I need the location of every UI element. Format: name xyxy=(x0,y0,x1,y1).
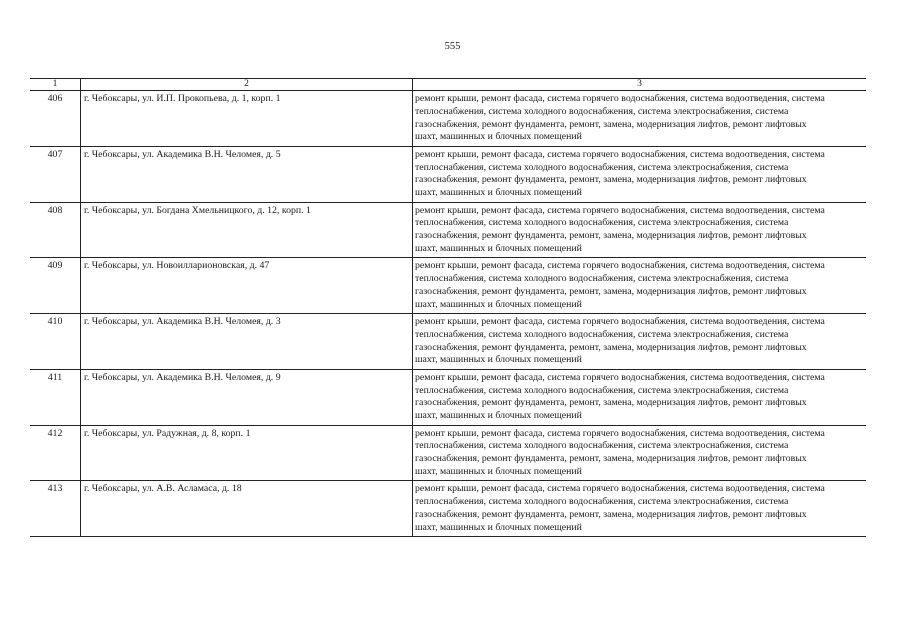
works-line: ремонт крыши, ремонт фасада, система горячего водоснабжения, система водоотведения, система xyxy=(415,427,825,439)
works-line: ремонт крыши, ремонт фасада, система горячего водоснабжения, система водоотведения, система xyxy=(415,371,825,383)
works-line: газоснабжения, ремонт фундамента, ремонт, замена, модернизация лифтов, ремонт лифтовых xyxy=(415,230,807,242)
works-line: шахт, машинных и блочных помещений xyxy=(415,131,582,143)
works-line: ремонт крыши, ремонт фасада, система горячего водоснабжения, система водоотведения, система xyxy=(415,204,825,216)
works-cell xyxy=(412,426,866,481)
works-line: ремонт крыши, ремонт фасада, система горячего водоснабжения, система водоотведения, система xyxy=(415,483,825,495)
works-line: шахт, машинных и блочных помещений xyxy=(415,298,582,310)
works-line: шахт, машинных и блочных помещений xyxy=(415,187,582,199)
table-row xyxy=(30,91,866,147)
works-line: теплоснабжения, система холодного водоснабжения, система электроснабжения, система xyxy=(415,384,789,396)
header-cell-address: 2 xyxy=(80,79,412,90)
works-line: газоснабжения, ремонт фундамента, ремонт, замена, модернизация лифтов, ремонт лифтовых xyxy=(415,118,807,130)
works-cell xyxy=(412,314,866,369)
works-line: теплоснабжения, система холодного водоснабжения, система электроснабжения, система xyxy=(415,273,789,285)
page-number: 555 xyxy=(444,41,461,52)
table-row xyxy=(30,426,866,482)
table-row xyxy=(30,203,866,259)
works-line: ремонт крыши, ремонт фасада, система горячего водоснабжения, система водоотведения, система xyxy=(415,93,825,104)
row-number-cell: 408 xyxy=(47,204,63,216)
works-line: теплоснабжения, система холодного водоснабжения, система электроснабжения, система xyxy=(415,161,789,173)
address-cell: г. Чебоксары, ул. Новоилларионовская, д. 47 xyxy=(80,258,412,313)
works-cell xyxy=(412,91,866,146)
header-cell-works: 3 xyxy=(412,79,866,90)
table-header-row xyxy=(30,79,866,91)
table-row xyxy=(30,481,866,537)
address-cell: г. Чебоксары, ул. Академика В.Н. Челомея, д. 9 xyxy=(80,370,412,425)
works-line: ремонт крыши, ремонт фасада, система горячего водоснабжения, система водоотведения, система xyxy=(415,260,825,272)
works-line: газоснабжения, ремонт фундамента, ремонт, замена, модернизация лифтов, ремонт лифтовых xyxy=(415,341,807,353)
table-row xyxy=(30,147,866,203)
works-line: теплоснабжения, система холодного водоснабжения, система электроснабжения, система xyxy=(415,440,789,452)
works-cell xyxy=(412,481,866,536)
address-cell: г. Чебоксары, ул. Радужная, д. 8, корп. 1 xyxy=(80,426,412,481)
works-line: ремонт крыши, ремонт фасада, система горячего водоснабжения, система водоотведения, система xyxy=(415,148,825,160)
works-cell xyxy=(412,370,866,425)
address-cell: г. Чебоксары, ул. Академика В.Н. Челомея, д. 5 xyxy=(80,147,412,202)
works-line: газоснабжения, ремонт фундамента, ремонт, замена, модернизация лифтов, ремонт лифтовых xyxy=(415,174,807,186)
row-number-cell: 409 xyxy=(47,260,63,272)
works-line: теплоснабжения, система холодного водоснабжения, система электроснабжения, система xyxy=(415,496,789,508)
address-cell: г. Чебоксары, ул. А.В. Асламаса, д. 18 xyxy=(80,481,412,536)
table-row xyxy=(30,258,866,314)
works-line: теплоснабжения, система холодного водоснабжения, система электроснабжения, система xyxy=(415,105,789,117)
works-line: шахт, машинных и блочных помещений xyxy=(415,465,582,477)
works-line: шахт, машинных и блочных помещений xyxy=(415,410,582,422)
header-cell-number: 1 xyxy=(52,79,58,89)
works-line: теплоснабжения, система холодного водоснабжения, система электроснабжения, система xyxy=(415,328,789,340)
row-number-cell: 413 xyxy=(47,483,63,495)
works-line: ремонт крыши, ремонт фасада, система горячего водоснабжения, система водоотведения, система xyxy=(415,316,825,327)
table-row xyxy=(30,370,866,426)
address-cell: г. Чебоксары, ул. И.П. Прокопьева, д. 1, корп. 1 xyxy=(80,91,412,146)
row-number-cell: 407 xyxy=(47,148,63,160)
works-line: теплоснабжения, система холодного водоснабжения, система электроснабжения, система xyxy=(415,217,789,229)
buildings-table xyxy=(30,78,866,537)
works-line: газоснабжения, ремонт фундамента, ремонт, замена, модернизация лифтов, ремонт лифтовых xyxy=(415,285,807,297)
row-number-cell: 411 xyxy=(47,371,63,383)
works-line: газоснабжения, ремонт фундамента, ремонт, замена, модернизация лифтов, ремонт лифтовых xyxy=(415,397,807,409)
row-number-cell: 410 xyxy=(47,316,63,327)
row-number-cell: 412 xyxy=(47,427,63,439)
row-number-cell: 406 xyxy=(47,93,63,104)
works-cell xyxy=(412,258,866,313)
address-cell: г. Чебоксары, ул. Академика В.Н. Челомея, д. 3 xyxy=(80,314,412,369)
works-line: шахт, машинных и блочных помещений xyxy=(415,354,582,366)
works-cell xyxy=(412,147,866,202)
works-line: газоснабжения, ремонт фундамента, ремонт, замена, модернизация лифтов, ремонт лифтовых xyxy=(415,508,807,520)
works-line: шахт, машинных и блочных помещений xyxy=(415,521,582,533)
works-line: шахт, машинных и блочных помещений xyxy=(415,242,582,254)
works-line: газоснабжения, ремонт фундамента, ремонт, замена, модернизация лифтов, ремонт лифтовых xyxy=(415,453,807,465)
works-cell xyxy=(412,203,866,258)
table-body xyxy=(30,91,866,537)
table-row xyxy=(30,314,866,370)
address-cell: г. Чебоксары, ул. Богдана Хмельницкого, д. 12, корп. 1 xyxy=(80,203,412,258)
